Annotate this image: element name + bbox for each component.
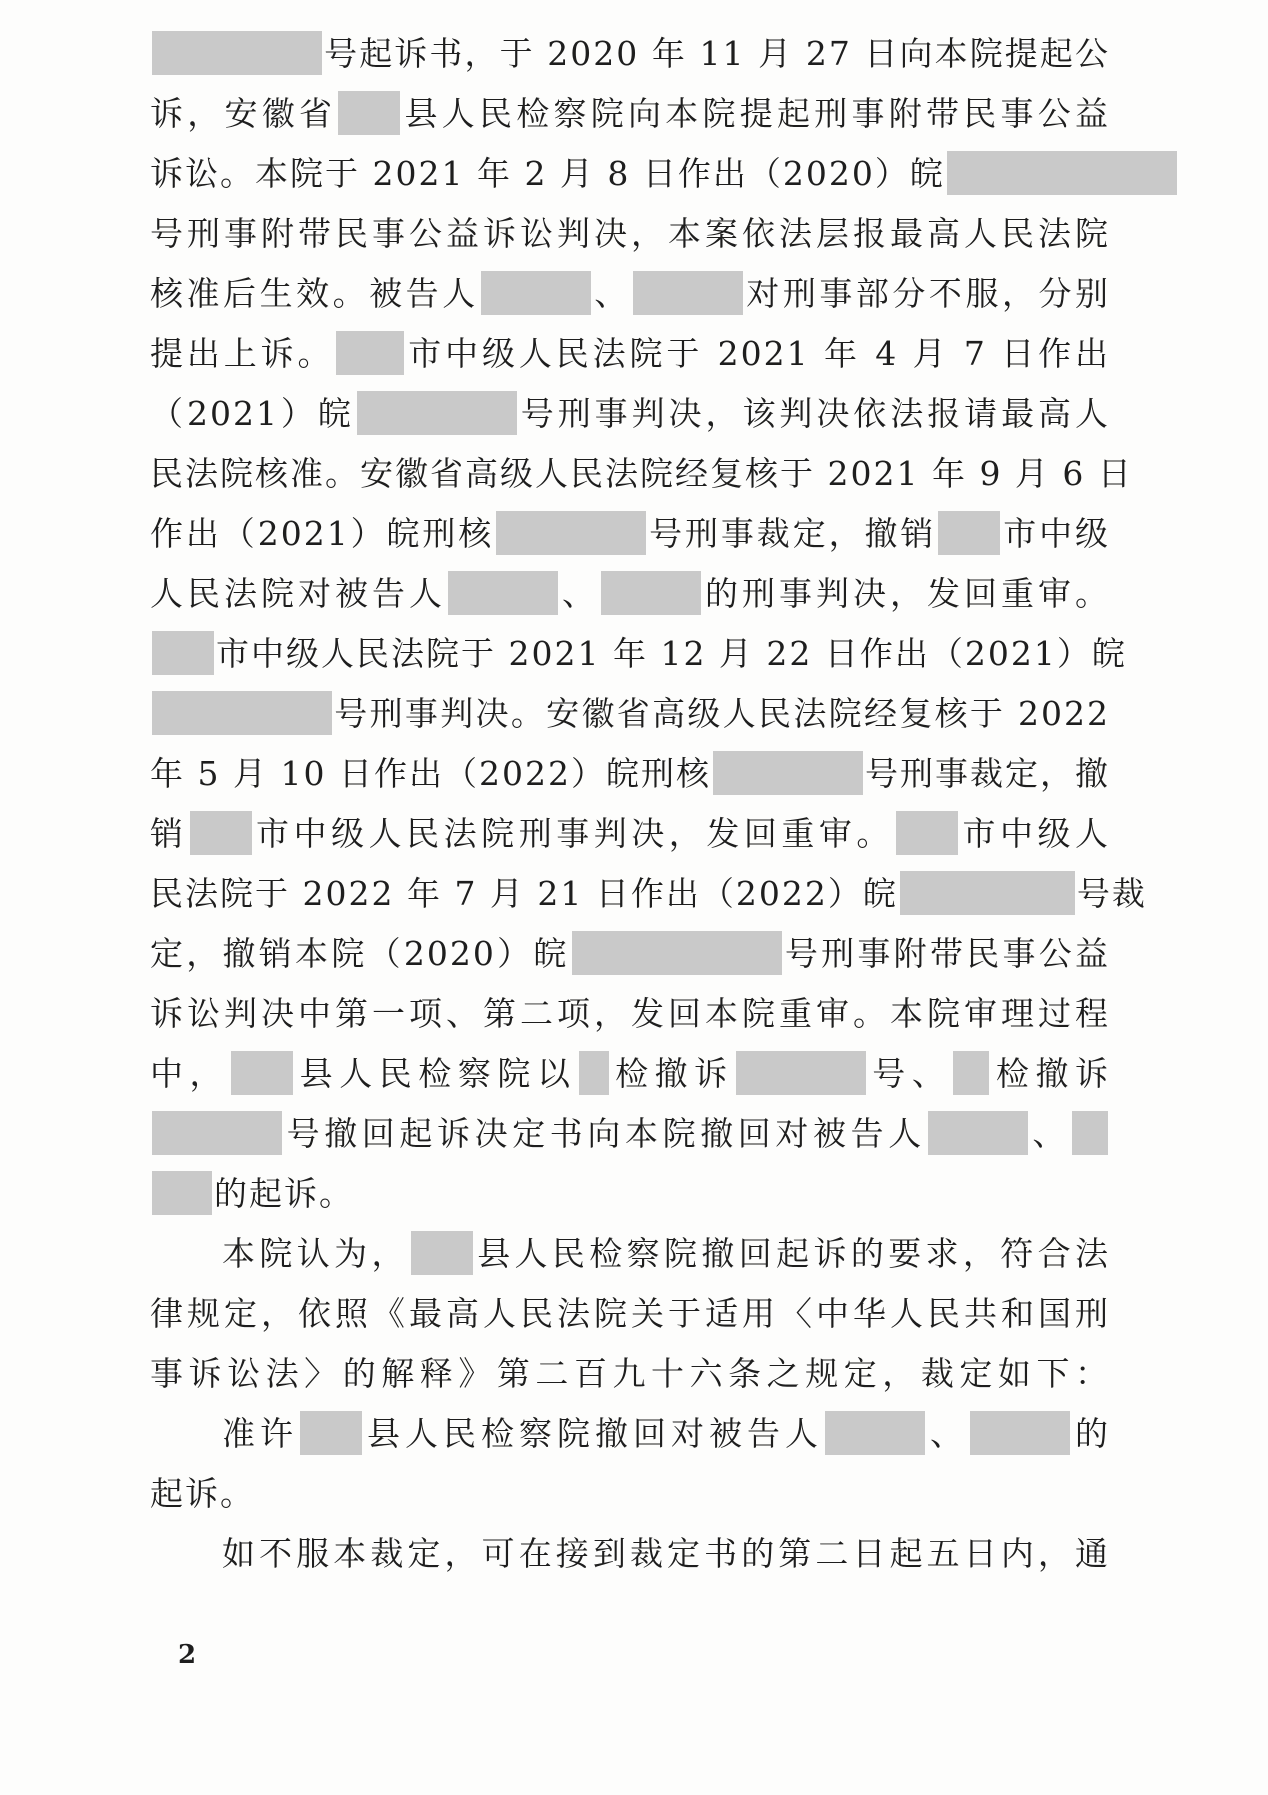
- text-line: [150, 1284, 1110, 1344]
- text-line: [150, 204, 1110, 264]
- text-line: [150, 84, 1110, 144]
- redaction-box: [152, 31, 322, 75]
- text-line: [150, 1464, 1110, 1524]
- text-line: [150, 624, 1127, 684]
- text-segment: 起诉。: [150, 1474, 255, 1513]
- redaction-box: [601, 571, 701, 615]
- text-line: [150, 984, 1110, 1044]
- text-segment: 号起诉书，于 2020 年 11 月 27 日向本院提起公: [324, 34, 1110, 73]
- redaction-box: [953, 1051, 989, 1095]
- text-segment: 市中级人民法院刑事判决，发回重审。: [253, 814, 894, 853]
- text-segment: 、: [592, 274, 631, 313]
- text-segment: 提出上诉。: [150, 334, 335, 373]
- text-line: [150, 924, 1110, 984]
- redaction-box: [448, 571, 558, 615]
- text-segment: 诉，安徽省: [150, 94, 337, 133]
- text-line: [150, 744, 1110, 804]
- redaction-box: [1072, 1111, 1108, 1155]
- text-line: [150, 1524, 1110, 1584]
- text-line: [150, 1164, 1110, 1224]
- text-segment: 中，: [150, 1054, 230, 1093]
- text-segment: 号刑事裁定，撤销: [648, 514, 937, 553]
- redaction-box: [190, 811, 252, 855]
- text-segment: 号、: [867, 1054, 952, 1093]
- text-line: [150, 444, 1133, 504]
- text-line: [150, 1104, 1110, 1164]
- text-segment: 诉讼。本院于 2021 年 2 月 8 日作出（2020）皖: [150, 154, 945, 193]
- text-segment: 民法院核准。安徽省高级人民法院经复核于 2021 年 9 月 6 日: [150, 454, 1133, 493]
- document-body: [150, 24, 1147, 1584]
- text-segment: 号刑事附带民事公益诉讼判决，本案依法层报最高人民法院: [150, 214, 1110, 253]
- redaction-box: [900, 871, 1075, 915]
- text-segment: 市中级人: [959, 814, 1111, 853]
- redaction-box: [633, 271, 743, 315]
- text-segment: 县人民检察院向本院提起刑事附带民事公益: [402, 94, 1110, 133]
- text-segment: 县人民检察院以: [295, 1054, 577, 1093]
- text-line: [150, 864, 1147, 924]
- text-line: [150, 24, 1110, 84]
- redaction-box: [579, 1051, 609, 1095]
- text-segment: 的起诉。: [214, 1174, 354, 1213]
- text-line: [150, 1344, 1110, 1404]
- redaction-box: [231, 1051, 293, 1095]
- text-segment: 市中级人民法院于 2021 年 12 月 22 日作出（2021）皖: [216, 634, 1127, 673]
- text-line: [150, 804, 1110, 864]
- text-segment: 县人民检察院撤回对被告人: [364, 1414, 823, 1453]
- redaction-box: [496, 511, 646, 555]
- text-segment: 事诉讼法〉的解释》第二百九十六条之规定，裁定如下：: [150, 1354, 1110, 1393]
- redaction-box: [928, 1111, 1028, 1155]
- text-segment: （2021）皖: [150, 394, 355, 433]
- text-segment: 人民法院对被告人: [150, 574, 446, 613]
- text-segment: 号刑事附带民事公益: [783, 934, 1111, 973]
- text-line: [150, 144, 1110, 204]
- redaction-box: [713, 751, 863, 795]
- text-line: [150, 324, 1110, 384]
- text-segment: 号裁: [1076, 874, 1147, 913]
- text-segment: 年 5 月 10 日作出（2022）皖刑核: [150, 754, 711, 793]
- text-line: [150, 1044, 1110, 1104]
- redaction-box: [152, 691, 332, 735]
- text-segment: 检撤诉: [610, 1054, 734, 1093]
- text-segment: 县人民检察院撤回起诉的要求，符合法: [474, 1234, 1111, 1273]
- text-line: [150, 504, 1110, 564]
- redaction-box: [357, 391, 517, 435]
- text-segment: 诉讼判决中第一项、第二项，发回本院重审。本院审理过程: [150, 994, 1110, 1033]
- text-segment: 本院认为，: [222, 1234, 409, 1273]
- redaction-box: [152, 1171, 212, 1215]
- text-segment: 律规定，依照《最高人民法院关于适用〈中华人民共和国刑: [150, 1294, 1110, 1333]
- redaction-box: [572, 931, 782, 975]
- text-segment: 、: [1029, 1114, 1071, 1153]
- redaction-box: [338, 91, 400, 135]
- redaction-box: [152, 1111, 282, 1155]
- text-line: [150, 1404, 1110, 1464]
- text-segment: 号刑事裁定，撤: [864, 754, 1111, 793]
- redaction-box: [938, 511, 1000, 555]
- text-segment: 检撤诉: [991, 1054, 1111, 1093]
- redaction-box: [300, 1411, 362, 1455]
- text-segment: 号撤回起诉决定书向本院撤回对被告人: [284, 1114, 926, 1153]
- text-segment: 、: [927, 1414, 968, 1453]
- text-line: [150, 564, 1110, 624]
- text-segment: 销: [150, 814, 188, 853]
- redaction-box: [481, 271, 591, 315]
- redaction-box: [970, 1411, 1070, 1455]
- text-line: [150, 264, 1110, 324]
- text-segment: 如不服本裁定，可在接到裁定书的第二日起五日内，通: [222, 1534, 1110, 1573]
- text-segment: 号刑事判决。安徽省高级人民法院经复核于 2022: [334, 694, 1110, 733]
- redaction-box: [825, 1411, 925, 1455]
- redaction-box: [152, 631, 214, 675]
- text-segment: 的: [1072, 1414, 1110, 1453]
- redaction-box: [896, 811, 958, 855]
- text-segment: 作出（2021）皖刑核: [150, 514, 495, 553]
- text-line: [150, 1224, 1110, 1284]
- text-line: [150, 684, 1110, 744]
- text-segment: 准许: [222, 1414, 298, 1453]
- text-segment: 民法院于 2022 年 7 月 21 日作出（2022）皖: [150, 874, 898, 913]
- redaction-box: [736, 1051, 866, 1095]
- text-segment: 核准后生效。被告人: [150, 274, 479, 313]
- redaction-box: [336, 331, 404, 375]
- text-segment: 对刑事部分不服，分别: [744, 274, 1111, 313]
- text-segment: 市中级: [1002, 514, 1111, 553]
- text-segment: 、: [560, 574, 599, 613]
- text-segment: 号刑事判决，该判决依法报请最高人: [518, 394, 1111, 433]
- text-segment: 定，撤销本院（2020）皖: [150, 934, 570, 973]
- page-number: 2: [178, 1640, 197, 1670]
- text-segment: 的刑事判决，发回重审。: [703, 574, 1110, 613]
- redaction-box: [947, 151, 1177, 195]
- text-line: [150, 384, 1110, 444]
- text-segment: 市中级人民法院于 2021 年 4 月 7 日作出: [406, 334, 1111, 373]
- redaction-box: [411, 1231, 473, 1275]
